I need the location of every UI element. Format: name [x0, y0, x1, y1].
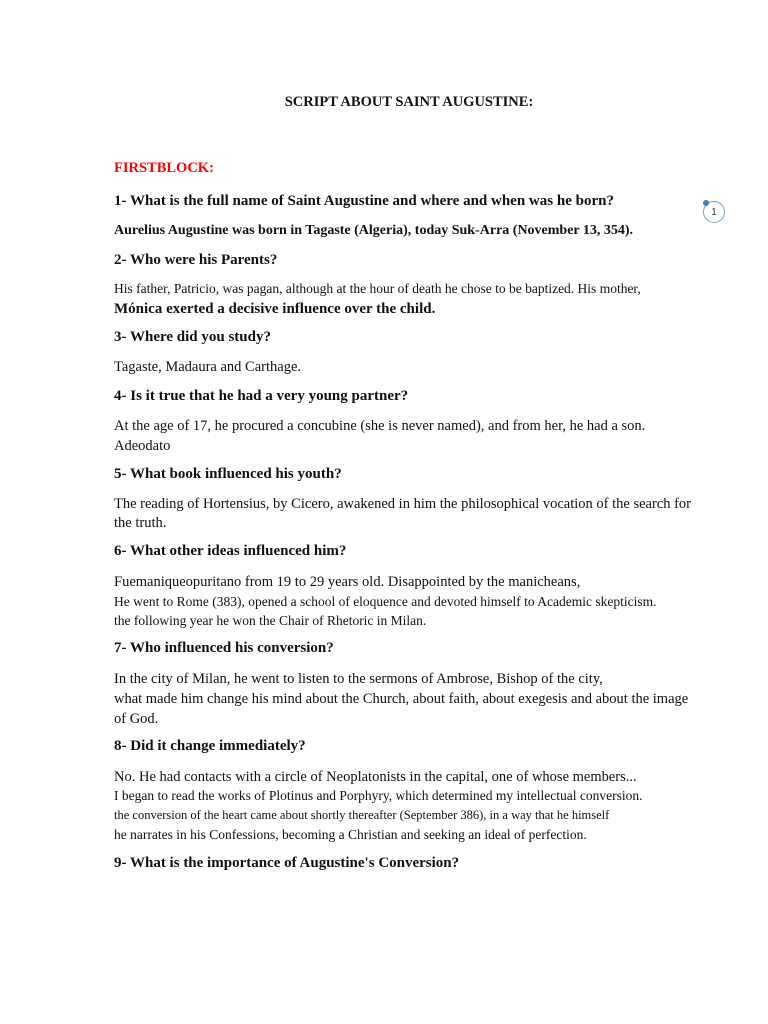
- answer-2-line-1: His father, Patricio, was pagan, although at the hour of death he chose to be baptized. His mother,: [114, 281, 641, 296]
- answer-5-line-1: The reading of Hortensius, by Cicero, awakened in him the philosophical vocation of the search for: [114, 496, 692, 512]
- answer-8-line-3: the conversion of the heart came about shortly thereafter (September 386), in a way that he himself: [114, 808, 610, 822]
- question-7: 7- Who influenced his conversion?: [114, 640, 334, 656]
- answer-7-line-1: In the city of Milan, he went to listen to the sermons of Ambrose, Bishop of the city,: [114, 671, 603, 687]
- answer-3: Tagaste, Madaura and Carthage.: [114, 359, 301, 375]
- question-4: 4- Is it true that he had a very young partner?: [114, 388, 409, 404]
- answer-4-line-2: Adeodato: [114, 438, 171, 454]
- answer-2-line-2: [114, 299, 435, 319]
- question-5: 5- What book influenced his youth?: [114, 466, 342, 482]
- block-label: FIRSTBLOCK:: [114, 160, 214, 176]
- answer-7-line-2: what made him change his mind about the Church, about faith, about exegesis and about the image: [114, 691, 689, 707]
- question-3: 3- Where did you study?: [114, 329, 271, 345]
- answer-8-line-4: he narrates in his Confessions, becoming a Christian and seeking an ideal of perfection.: [114, 827, 587, 842]
- question-9: 9- What is the importance of Augustine's Conversion?: [114, 855, 460, 871]
- answer-7-line-3: of God.: [114, 711, 159, 727]
- answer-1: Aurelius Augustine was born in Tagaste (Algeria), today Suk-Arra (November 13, 354).: [114, 223, 634, 238]
- document-title: SCRIPT ABOUT SAINT AUGUSTINE:: [284, 94, 534, 110]
- answer-8-line-2: I began to read the works of Plotinus and Porphyry, which determined my intellectual conversion.: [114, 788, 643, 803]
- question-2: 2- Who were his Parents?: [114, 252, 278, 268]
- answer-8-line-1: No. He had contacts with a circle of Neoplatonists in the capital, one of whose members...: [114, 769, 637, 785]
- answer-6-line-3: the following year he won the Chair of Rhetoric in Milan.: [114, 613, 427, 628]
- question-6: 6- What other ideas influenced him?: [114, 543, 347, 559]
- answer-4-line-1: At the age of 17, he procured a concubine (she is never named), and from her, he had a son.: [114, 418, 646, 434]
- comment-anchor-icon: [703, 200, 709, 206]
- answer-5-line-2: the truth.: [114, 515, 167, 531]
- answer-6-line-1: Fuemaniqueopuritano from 19 to 29 years old. Disappointed by the manicheans,: [114, 574, 581, 590]
- question-8: 8- Did it change immediately?: [114, 738, 306, 754]
- answer-2-emphasis: Mónica exerted a decisive influence over the child.: [114, 301, 436, 317]
- answer-6-line-2: He went to Rome (383), opened a school of eloquence and devoted himself to Academic skepticism.: [114, 594, 657, 609]
- question-1: 1- What is the full name of Saint Augustine and where and when was he born?: [114, 193, 614, 209]
- comment-number: 1: [711, 206, 717, 218]
